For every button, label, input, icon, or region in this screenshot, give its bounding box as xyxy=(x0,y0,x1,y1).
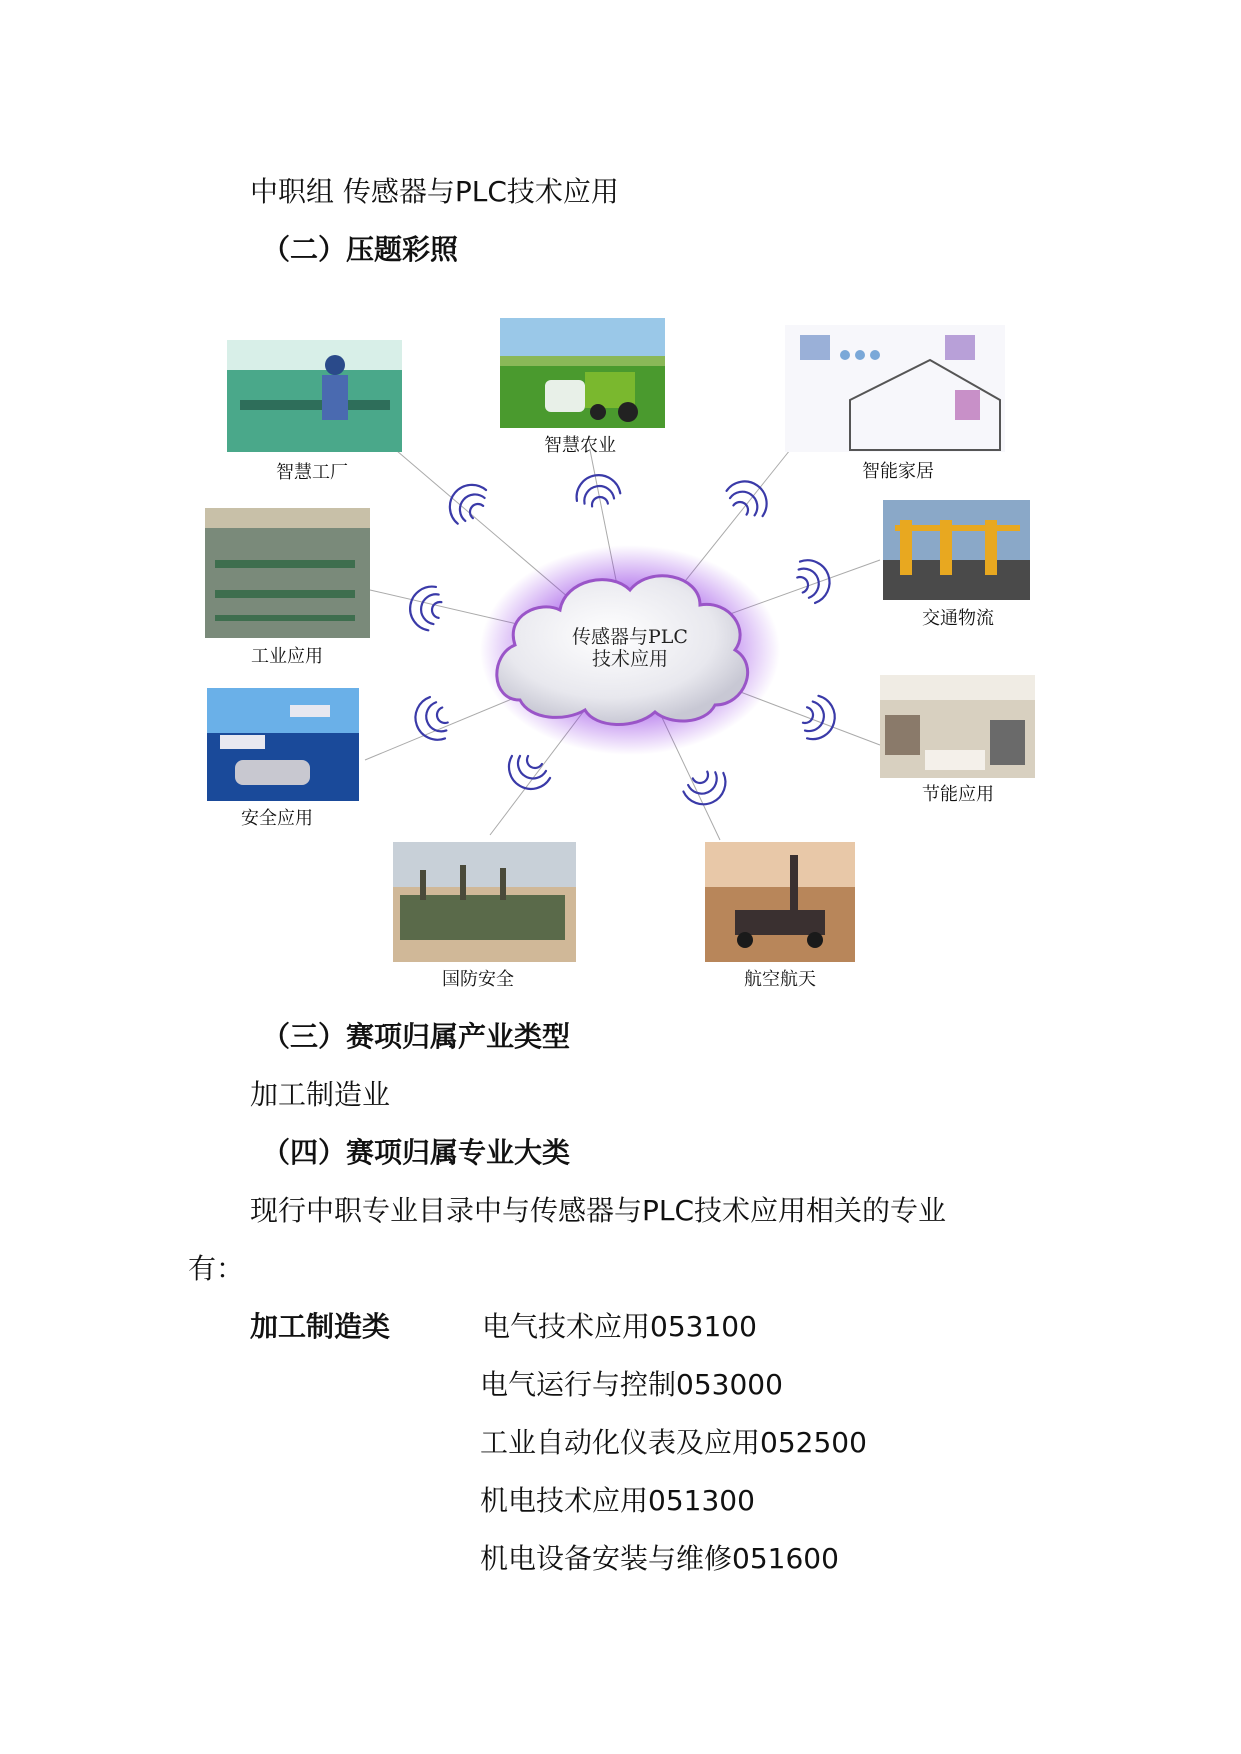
signal-wave-icon xyxy=(722,473,775,523)
center-label-line2: 技术应用 xyxy=(591,648,669,670)
node-label: 智能家居 xyxy=(862,461,934,482)
signal-wave-icon xyxy=(792,554,835,606)
node-smart-agriculture xyxy=(500,318,665,456)
major-item: 电气技术应用053100 xyxy=(482,1310,757,1343)
signal-wave-icon xyxy=(407,583,444,632)
section-heading-4: （四）赛项归属专业大类 xyxy=(262,1136,571,1169)
node-energy-saving xyxy=(880,675,1035,805)
signal-wave-icon xyxy=(799,694,839,744)
center-label-line1: 传感器与PLC xyxy=(572,626,688,648)
node-label: 智慧农业 xyxy=(544,435,616,456)
node-label: 国防安全 xyxy=(442,969,514,990)
node-label: 交通物流 xyxy=(922,608,994,629)
node-label: 节能应用 xyxy=(922,784,994,805)
category-label: 加工制造类 xyxy=(250,1310,391,1343)
node-security xyxy=(207,688,359,829)
node-industrial xyxy=(205,508,370,667)
intro-line-2: 有： xyxy=(188,1252,245,1285)
major-item: 机电设备安装与维修051600 xyxy=(480,1542,839,1575)
node-logistics xyxy=(883,500,1030,629)
major-item: 电气运行与控制053000 xyxy=(480,1368,783,1401)
signal-wave-icon xyxy=(573,472,622,509)
node-national-defense xyxy=(393,842,576,990)
intro-line-1: 现行中职专业目录中与传感器与PLC技术应用相关的专业 xyxy=(250,1194,947,1227)
node-label: 智慧工厂 xyxy=(276,462,348,483)
signal-wave-icon xyxy=(409,694,452,746)
section-heading-2: （二）压题彩照 xyxy=(262,233,459,266)
industry-type: 加工制造业 xyxy=(250,1078,391,1111)
signal-wave-icon xyxy=(441,476,492,529)
center-cloud xyxy=(480,545,780,755)
node-label: 工业应用 xyxy=(251,646,323,667)
major-item: 工业自动化仪表及应用052500 xyxy=(480,1426,867,1459)
signal-wave-icon xyxy=(501,749,554,797)
node-label: 航空航天 xyxy=(744,969,816,990)
major-item: 机电技术应用051300 xyxy=(480,1484,755,1517)
node-smart-home xyxy=(785,325,1005,482)
node-smart-factory xyxy=(227,340,402,483)
page-title: 中职组 传感器与PLC技术应用 xyxy=(250,175,619,208)
node-label: 安全应用 xyxy=(241,808,313,829)
node-aerospace xyxy=(705,842,855,990)
section-heading-3: （三）赛项归属产业类型 xyxy=(262,1020,571,1053)
